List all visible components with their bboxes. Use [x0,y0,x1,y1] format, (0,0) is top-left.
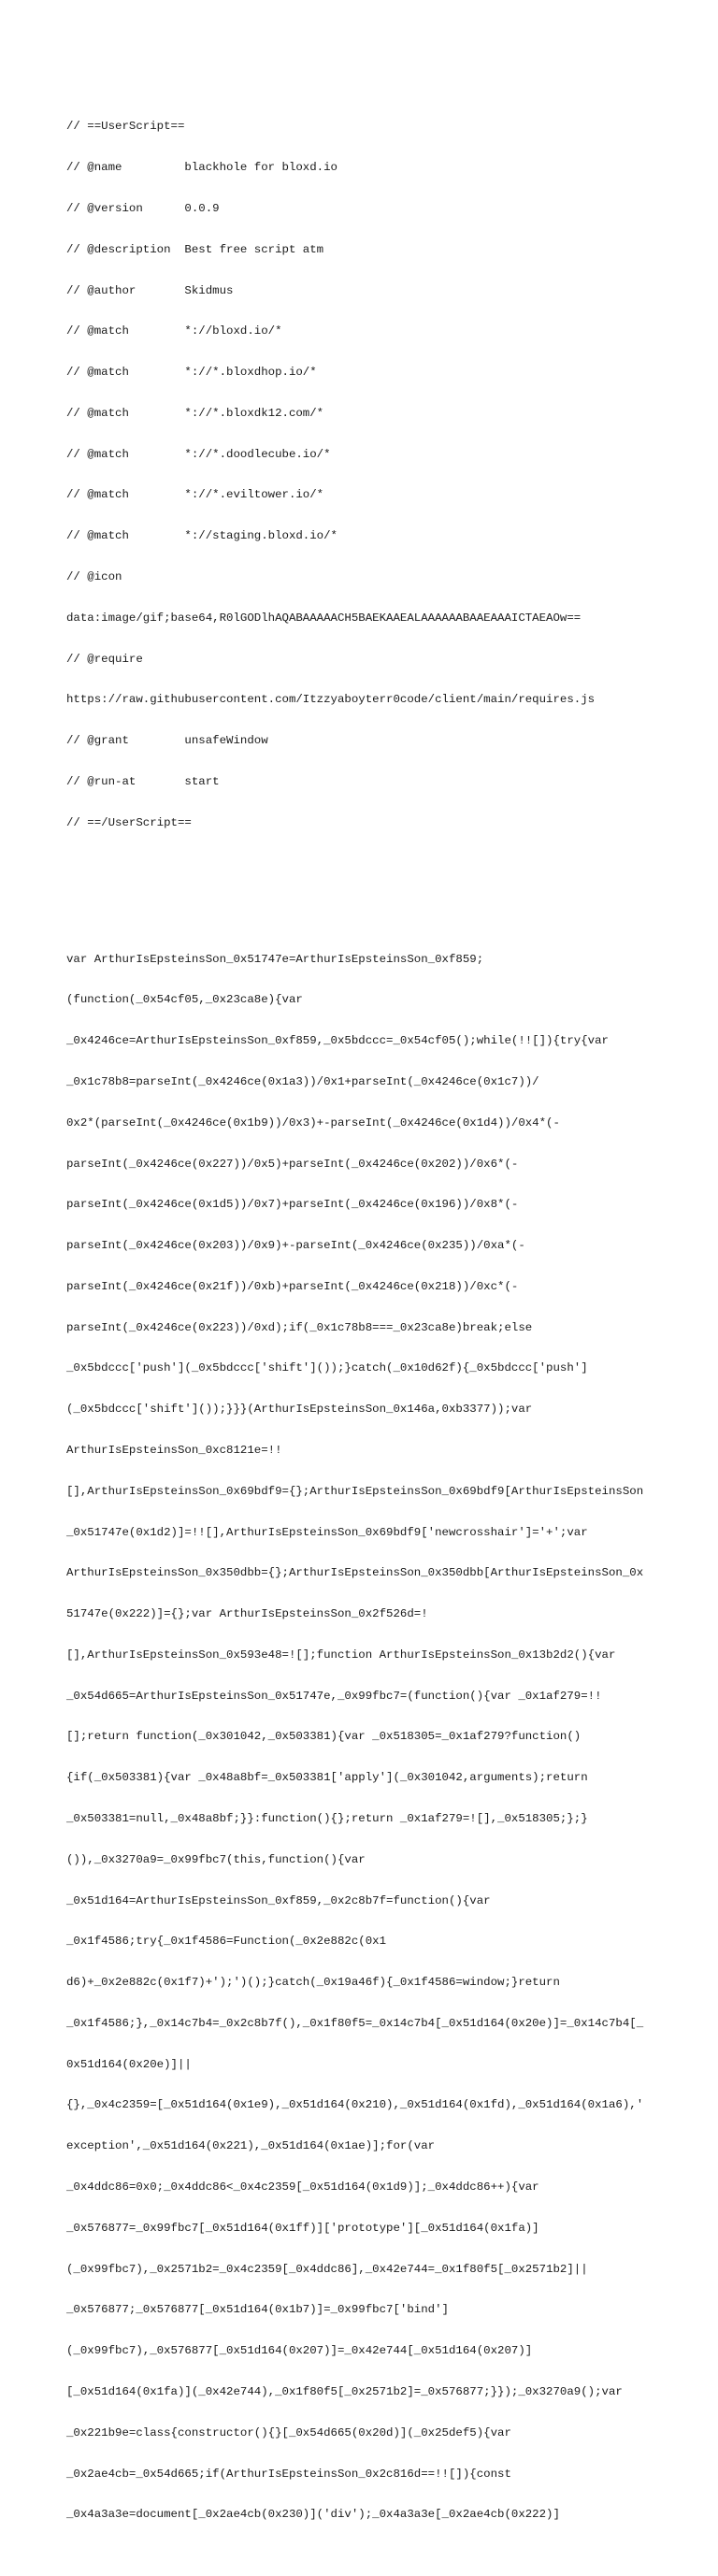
code-line: [];return function(_0x301042,_0x503381){var _0x518305=_0x1af279?function() [66,1730,582,1744]
header-line: // @match *://*.doodlecube.io/* [66,447,331,461]
code-line: [_0x51d164(0x1fa)](_0x42e744),_0x1f80f5[_0x2571b2]=_0x576877;}});_0x3270a9();var [66,2384,623,2398]
code-line: [],ArthurIsEpsteinsSon_0x593e48=![];function ArthurIsEpsteinsSon_0x13b2d2(){var [66,1648,616,1662]
header-line: // @icon [66,569,122,583]
header-line: // @match *://staging.bloxd.io/* [66,529,337,543]
code-line: _0x576877=_0x99fbc7[_0x51d164(0x1ff)]['prototype'][_0x51d164(0x1fa)] [66,2221,539,2235]
header-line: https://raw.githubusercontent.com/Itzzyaboyterr0code/client/main/requires.js [66,693,596,707]
code-line: parseInt(_0x4246ce(0x1d5))/0x7)+parseInt(_0x4246ce(0x196))/0x8*(- [66,1198,519,1212]
code-line: ()),_0x3270a9=_0x99fbc7(this,function(){var [66,1852,366,1866]
header-line: // @grant unsafeWindow [66,734,268,748]
header-line: // @name blackhole for bloxd.io [66,161,337,175]
code-line: parseInt(_0x4246ce(0x21f))/0xb)+parseInt(_0x4246ce(0x218))/0xc*(- [66,1279,519,1293]
blank-line [66,885,665,899]
code-line: parseInt(_0x4246ce(0x227))/0x5)+parseInt(_0x4246ce(0x202))/0x6*(- [66,1157,519,1171]
code-line: _0x1f4586;},_0x14c7b4=_0x2c8b7f(),_0x1f80f5=_0x14c7b4[_0x51d164(0x20e)]=_0x14c7b4[_ [66,2016,644,2030]
code-line: _0x54d665=ArthurIsEpsteinsSon_0x51747e,_0x99fbc7=(function(){var _0x1af279=!! [66,1689,602,1703]
header-line: // @match *://*.eviltower.io/* [66,488,324,502]
code-line: (_0x99fbc7),_0x2571b2=_0x4c2359[_0x4ddc86],_0x42e744=_0x1f80f5[_0x2571b2]|| [66,2262,588,2276]
code-line: _0x1c78b8=parseInt(_0x4246ce(0x1a3))/0x1+parseInt(_0x4246ce(0x1c7))/ [66,1074,539,1088]
code-line: parseInt(_0x4246ce(0x223))/0xd);if(_0x1c78b8===_0x23ca8e)break;else [66,1320,533,1334]
code-line: _0x51d164=ArthurIsEpsteinsSon_0xf859,_0x2c8b7f=function(){var [66,1893,491,1907]
header-line: data:image/gif;base64,R0lGODlhAQABAAAAACH5BAEKAAEALAAAAAABAAEAAAICTAEAOw== [66,611,582,625]
code-listing [66,65,665,2576]
code-line: _0x5bdccc['push'](_0x5bdccc['shift']());}catch(_0x10d62f){_0x5bdccc['push'] [66,1361,588,1375]
userscript-header [66,93,665,856]
code-line: _0x4a3a3e=document[_0x2ae4cb(0x230)]('div');_0x4a3a3e[_0x2ae4cb(0x222)] [66,2508,560,2522]
header-line: // @version 0.0.9 [66,201,220,215]
code-line: (_0x99fbc7),_0x576877[_0x51d164(0x207)]=_0x42e744[_0x51d164(0x207)] [66,2344,533,2358]
code-line: _0x576877;_0x576877[_0x51d164(0x1b7)]=_0x99fbc7['bind'] [66,2303,449,2317]
code-line: ArthurIsEpsteinsSon_0x350dbb={};ArthurIsEpsteinsSon_0x350dbb[ArthurIsEpsteinsSon_0x [66,1566,644,1580]
code-line: (_0x5bdccc['shift']());}}}(ArthurIsEpsteinsSon_0x146a,0xb3377));var [66,1403,533,1417]
code-line: _0x51747e(0x1d2)]=!![],ArthurIsEpsteinsSon_0x69bdf9['newcrosshair']='+';var [66,1525,588,1539]
code-line: _0x221b9e=class{constructor(){}[_0x54d665(0x20d)](_0x25def5){var [66,2425,511,2439]
code-line: _0x503381=null,_0x48a8bf;}}:function(){};return _0x1af279=![],_0x518305;};} [66,1812,588,1825]
header-line: // ==/UserScript== [66,815,192,829]
header-line: // @match *://bloxd.io/* [66,324,282,338]
code-line: var ArthurIsEpsteinsSon_0x51747e=ArthurIsEpsteinsSon_0xf859; [66,952,484,966]
code-line: _0x1f4586;try{_0x1f4586=Function(_0x2e882c(0x1 [66,1935,387,1949]
code-line: 51747e(0x222)]={};var ArthurIsEpsteinsSon_0x2f526d=! [66,1607,428,1621]
code-line: (function(_0x54cf05,_0x23ca8e){var [66,993,303,1007]
header-line: // @match *://*.bloxdk12.com/* [66,406,324,420]
code-line: 0x2*(parseInt(_0x4246ce(0x1b9))/0x3)+-parseInt(_0x4246ce(0x1d4))/0x4*(- [66,1115,560,1130]
code-line: exception',_0x51d164(0x221),_0x51d164(0x1ae)];for(var [66,2139,436,2153]
script-body [66,925,665,2549]
code-line: parseInt(_0x4246ce(0x203))/0x9)+-parseInt(_0x4246ce(0x235))/0xa*(- [66,1239,525,1253]
header-line: // @description Best free script atm [66,242,324,256]
header-line: // @require [66,652,143,666]
header-line: // @run-at start [66,774,220,788]
header-line: // @author Skidmus [66,283,234,297]
code-line: _0x4246ce=ArthurIsEpsteinsSon_0xf859,_0x5bdccc=_0x54cf05();while(!![]){try{var [66,1034,609,1048]
header-line: // ==UserScript== [66,120,185,134]
code-line: d6)+_0x2e882c(0x1f7)+');')();}catch(_0x19a46f){_0x1f4586=window;}return [66,1976,560,1990]
code-line: _0x4ddc86=0x0;_0x4ddc86<_0x4c2359[_0x51d164(0x1d9)];_0x4ddc86++){var [66,2180,539,2195]
code-line: 0x51d164(0x20e)]|| [66,2057,192,2071]
header-line: // @match *://*.bloxdhop.io/* [66,366,317,380]
code-line: {if(_0x503381){var _0x48a8bf=_0x503381['apply'](_0x301042,arguments);return [66,1771,588,1785]
code-line: _0x2ae4cb=_0x54d665;if(ArthurIsEpsteinsSon_0x2c816d==!![]){const [66,2467,511,2481]
code-line: [],ArthurIsEpsteinsSon_0x69bdf9={};ArthurIsEpsteinsSon_0x69bdf9[ArthurIsEpsteinsSon [66,1484,644,1498]
code-line: ArthurIsEpsteinsSon_0xc8121e=!! [66,1443,282,1457]
code-line: {},_0x4c2359=[_0x51d164(0x1e9),_0x51d164(0x210),_0x51d164(0x1fd),_0x51d164(0x1a6),' [66,2098,644,2112]
